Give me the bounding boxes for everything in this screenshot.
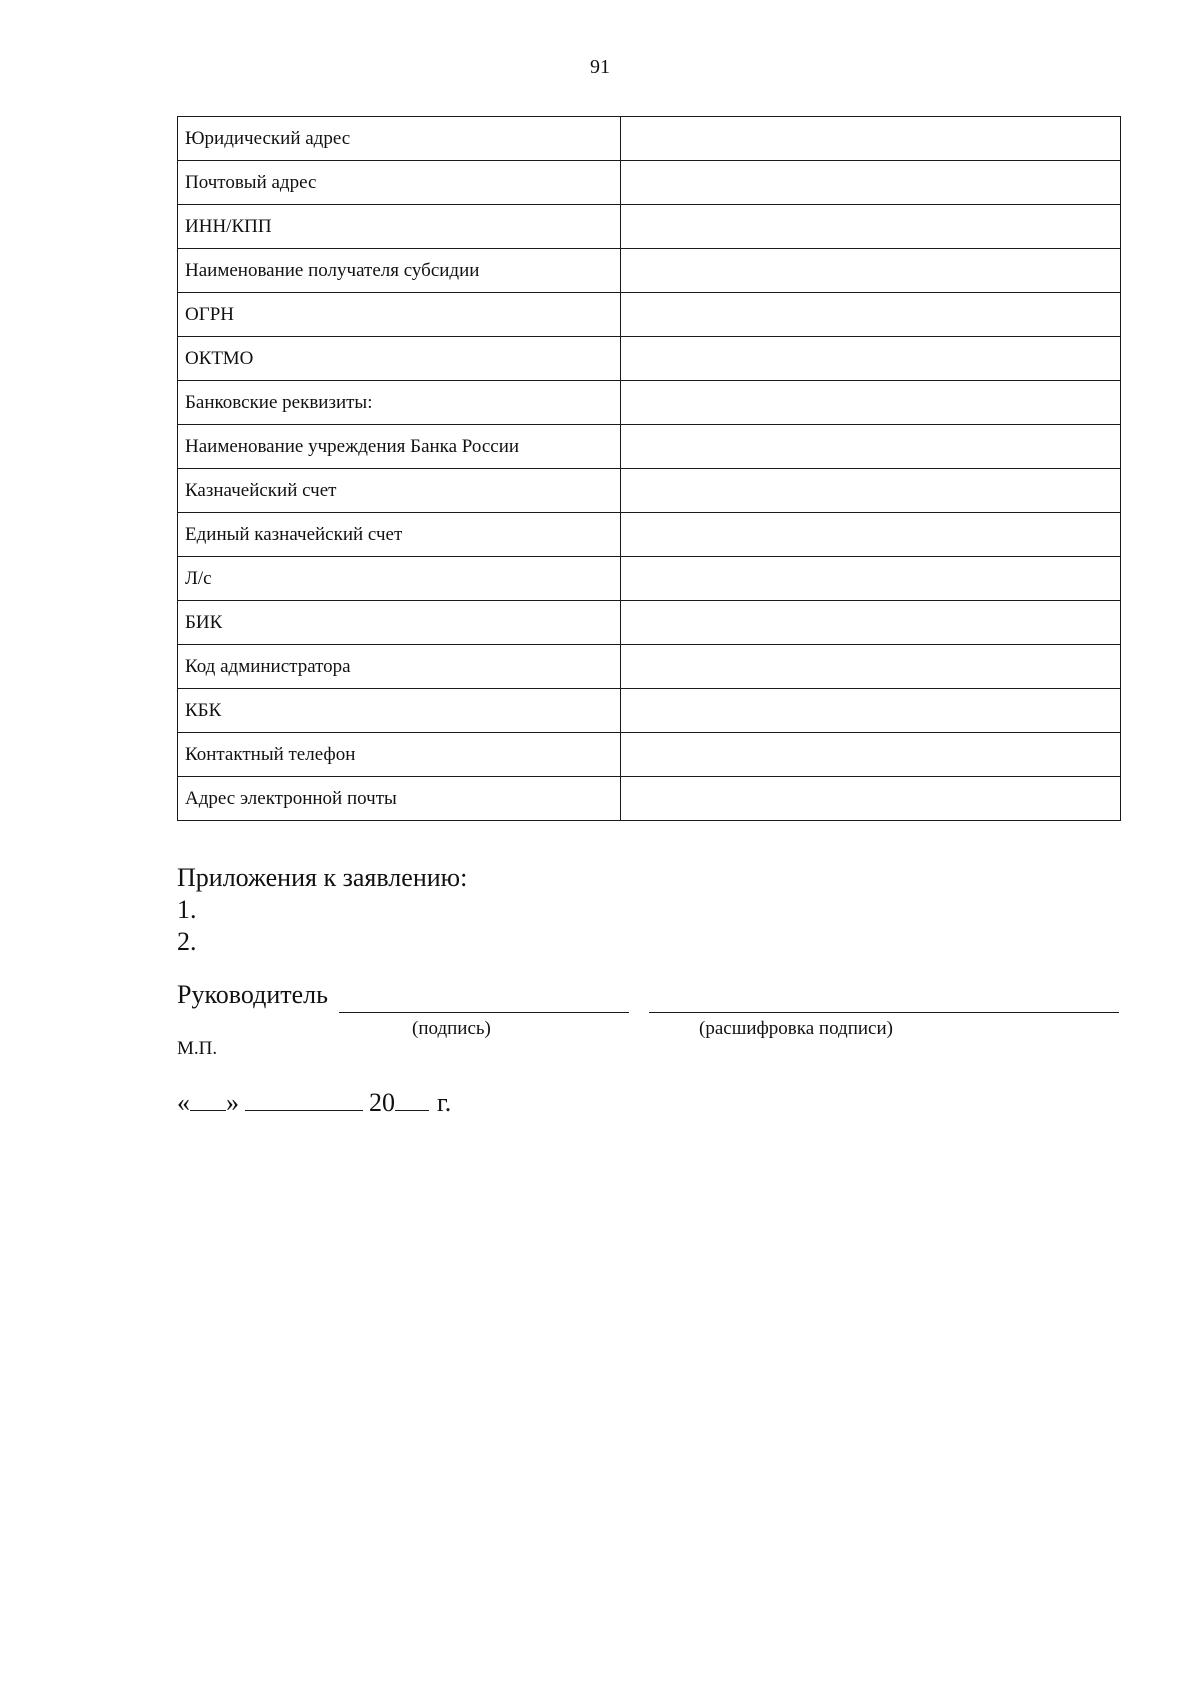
row-label: Л/с	[178, 557, 621, 601]
row-label: Почтовый адрес	[178, 161, 621, 205]
row-label: ИНН/КПП	[178, 205, 621, 249]
date-year-prefix: 20	[369, 1088, 395, 1117]
row-value-field[interactable]	[621, 161, 1121, 205]
row-value-field[interactable]	[621, 513, 1121, 557]
row-value-field[interactable]	[621, 557, 1121, 601]
signature-decoding-line[interactable]	[649, 1012, 1119, 1013]
row-value-field[interactable]	[621, 293, 1121, 337]
row-value-field[interactable]	[621, 777, 1121, 821]
row-label: БИК	[178, 601, 621, 645]
attachment-item-1: 1.	[177, 895, 197, 924]
table-row	[178, 381, 1121, 425]
row-label: ОКТМО	[178, 337, 621, 381]
row-label: Юридический адрес	[178, 117, 621, 161]
row-value-field[interactable]	[621, 337, 1121, 381]
row-label: ОГРН	[178, 293, 621, 337]
date-open-quote: «	[177, 1088, 190, 1117]
row-label: Казначейский счет	[178, 469, 621, 513]
table-row	[178, 645, 1121, 689]
table-row	[178, 689, 1121, 733]
table-row	[178, 161, 1121, 205]
attachment-item-2: 2.	[177, 927, 197, 956]
date-year-blank[interactable]	[395, 1088, 429, 1111]
table-row	[178, 337, 1121, 381]
row-value-field[interactable]	[621, 469, 1121, 513]
row-value-field[interactable]	[621, 425, 1121, 469]
row-value-field[interactable]	[621, 205, 1121, 249]
attachments-section	[177, 862, 467, 958]
table-row	[178, 733, 1121, 777]
date-year-suffix: г.	[437, 1088, 452, 1117]
signature-block	[177, 980, 1119, 1090]
date-day-blank[interactable]	[190, 1088, 226, 1111]
row-value-field[interactable]	[621, 601, 1121, 645]
signature-caption: (подпись)	[412, 1018, 491, 1039]
attachments-title: Приложения к заявлению:	[177, 863, 468, 892]
signature-line[interactable]	[339, 1012, 629, 1013]
table-row	[178, 557, 1121, 601]
table-row	[178, 513, 1121, 557]
table-row	[178, 293, 1121, 337]
row-label: Единый казначейский счет	[178, 513, 621, 557]
row-value-field[interactable]	[621, 117, 1121, 161]
table-row	[178, 249, 1121, 293]
page-number: 91	[590, 56, 610, 78]
stamp-label: М.П.	[177, 1038, 218, 1059]
signature-decoding-caption: (расшифровка подписи)	[699, 1018, 893, 1039]
date-line	[177, 1088, 451, 1118]
row-label: Код администратора	[178, 645, 621, 689]
requisites-table-body	[178, 117, 1121, 821]
row-value-field[interactable]	[621, 381, 1121, 425]
row-value-field[interactable]	[621, 689, 1121, 733]
date-month-blank[interactable]	[245, 1088, 363, 1111]
row-label: Наименование получателя субсидии	[178, 249, 621, 293]
row-label: Адрес электронной почты	[178, 777, 621, 821]
table-row	[178, 777, 1121, 821]
row-value-field[interactable]	[621, 733, 1121, 777]
row-label: Наименование учреждения Банка России	[178, 425, 621, 469]
row-value-field[interactable]	[621, 249, 1121, 293]
table-row	[178, 469, 1121, 513]
row-label: КБК	[178, 689, 621, 733]
row-label: Контактный телефон	[178, 733, 621, 777]
table-row	[178, 205, 1121, 249]
table-row	[178, 601, 1121, 645]
row-value-field[interactable]	[621, 645, 1121, 689]
head-label: Руководитель	[177, 980, 328, 1009]
requisites-table	[177, 116, 1121, 821]
row-label: Банковские реквизиты:	[178, 381, 621, 425]
table-row	[178, 425, 1121, 469]
table-row	[178, 117, 1121, 161]
date-close-quote: »	[226, 1088, 239, 1117]
